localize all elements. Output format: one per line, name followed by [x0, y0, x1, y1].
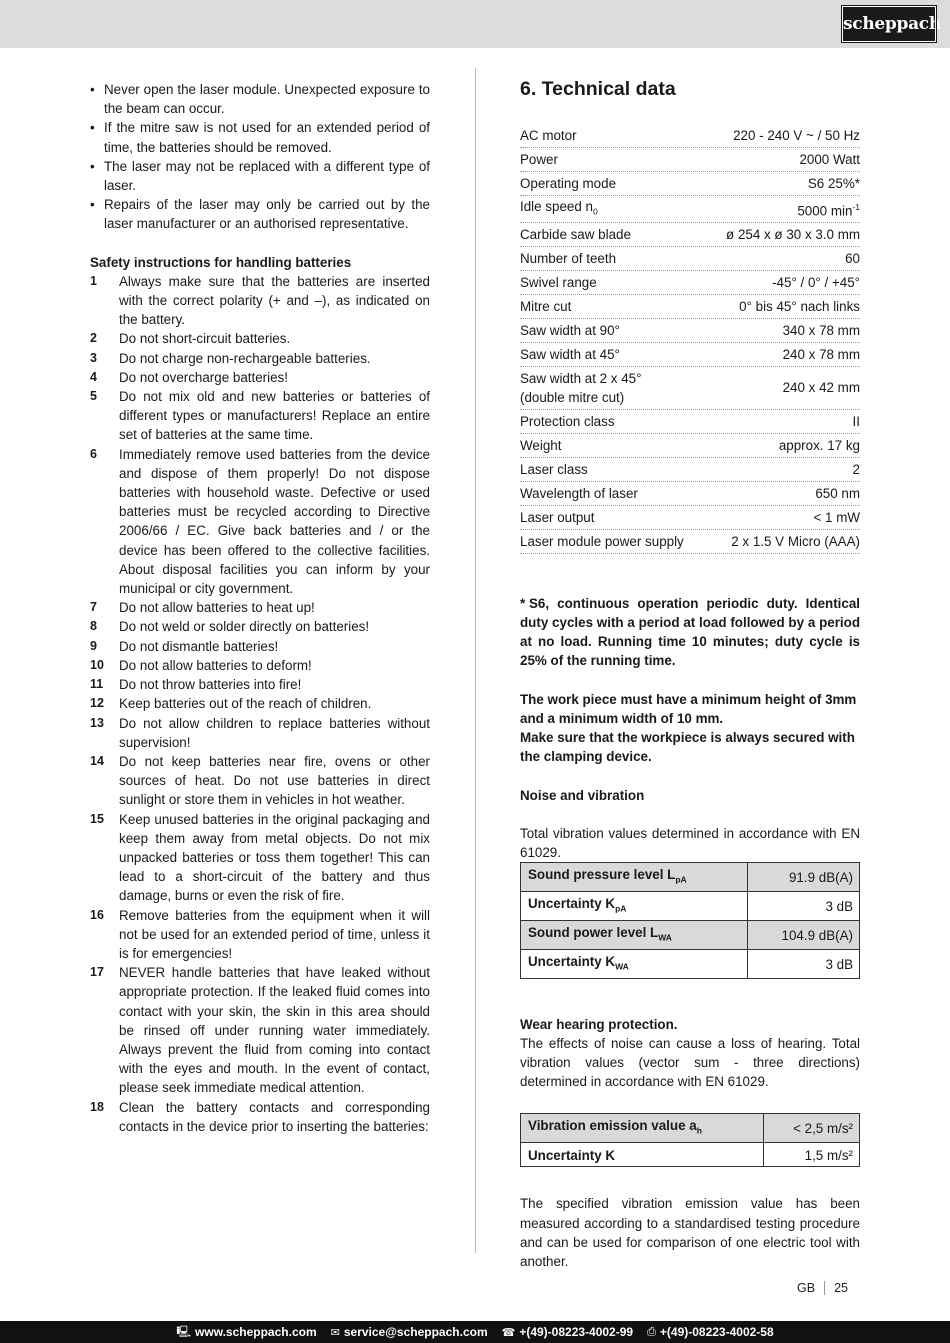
battery-item — [90, 329, 430, 348]
noise-table — [520, 862, 860, 979]
battery-item — [90, 368, 430, 387]
fax-icon: ⎙ — [647, 1325, 656, 1338]
tech-value-text: 2 x 1.5 V Micro (AAA) — [731, 533, 860, 549]
row-label — [521, 1114, 764, 1143]
item-number: 6 — [90, 446, 97, 461]
tech-label — [520, 411, 853, 431]
battery-item — [90, 445, 430, 599]
tech-value-text: < 1 mW — [813, 509, 860, 525]
item-text: Do not overcharge batteries! — [119, 369, 288, 385]
tech-value — [739, 297, 860, 316]
battery-item — [90, 810, 430, 906]
battery-item — [90, 714, 430, 752]
row-label-text: Uncertainty K — [528, 895, 616, 911]
tech-row — [520, 458, 860, 482]
tech-row — [520, 482, 860, 506]
label-subscript: h — [696, 1126, 702, 1137]
item-text: Keep batteries out of the reach of children. — [119, 696, 372, 712]
section-heading: 6. Technical data — [520, 78, 676, 100]
tech-label — [520, 344, 783, 364]
tech-value-text: ø 254 x ø 30 x 3.0 mm — [726, 226, 860, 242]
tech-label-text: Laser class — [520, 462, 588, 478]
tech-row — [520, 530, 860, 554]
tech-value — [733, 126, 860, 145]
bullet-item: • Never open the laser module. Unexpected exposure to the beam can occur. — [90, 80, 430, 118]
item-text: NEVER handle batteries that have leaked without appropriate protection. If the leaked fluid comes into contact with your skin, the skin in this area should be rinsed off under running water immediately. Always prevent the fluid from coming into contact with the eyes and mouth. In the event of contact, please seek immediate medical attention. — [119, 965, 430, 1096]
battery-item — [90, 349, 430, 368]
tech-label-text: Laser module power supply — [520, 534, 684, 550]
battery-item — [90, 963, 430, 1097]
tech-value — [783, 345, 860, 364]
note-asterisk: * — [520, 595, 526, 611]
row-label-text: Uncertainty K — [528, 1147, 616, 1163]
item-number: 4 — [90, 369, 97, 384]
tech-label — [520, 296, 739, 316]
tech-value — [772, 273, 860, 292]
tech-label — [520, 320, 783, 340]
tech-value-text: 650 nm — [815, 485, 860, 501]
tech-value-text: 0° bis 45° nach links — [739, 298, 860, 314]
tech-label-text: Number of teeth — [520, 251, 617, 267]
tech-value-text: -45° / 0° / +45° — [772, 274, 860, 290]
battery-section-title: Safety instructions for handling batteries — [90, 254, 352, 270]
row-label-text: Vibration emission value a — [528, 1118, 697, 1134]
fax-number: +(49)-08223-4002-58 — [659, 1325, 774, 1339]
tech-value-text: 2000 Watt — [799, 151, 860, 167]
tech-label — [520, 248, 845, 268]
item-number: 3 — [90, 350, 97, 365]
battery-list — [90, 272, 430, 1136]
tech-label — [520, 149, 799, 169]
noise-intro: Total vibration values determined in accordance with EN 61029. — [520, 825, 860, 860]
item-text: Do not keep batteries near fire, ovens or other sources of heat. Do not use batteries in direct sunlight or store them in vehicles in hot weather. — [119, 753, 430, 808]
label-subscript: WA — [658, 932, 672, 943]
page-number: 25 — [834, 1281, 848, 1295]
tech-label-text: Operating mode — [520, 176, 617, 192]
item-text: Do not short-circuit batteries. — [119, 331, 291, 347]
table-row — [521, 1143, 860, 1167]
tech-value — [799, 150, 860, 169]
row-label — [521, 863, 748, 892]
item-text: Do not mix old and new batteries or batteries of different types or manufacturers! Replace an entire set of batteries at the same time. — [119, 389, 430, 443]
phone-number: +(49)-08223-4002-99 — [519, 1325, 634, 1339]
battery-item — [90, 598, 430, 617]
item-text: Do not charge non-rechargeable batteries. — [119, 350, 371, 366]
tech-row — [520, 172, 860, 196]
hearing-title: Wear hearing protection. — [520, 1016, 678, 1032]
item-number: 13 — [90, 715, 104, 730]
item-number: 17 — [90, 965, 104, 980]
tech-label — [520, 125, 733, 145]
item-text: Do not allow batteries to heat up! — [119, 600, 315, 616]
tech-label — [520, 531, 731, 551]
item-text: Immediately remove used batteries from the device and dispose of them properly! Do not dispose batteries with household waste. Defective or used batteries must be recycled according to Directive 2006/66 / EC. Give back batteries and / or the device has been offered to the collective facilities. About disposal facilities you can inform by your municipal or city government. — [119, 446, 430, 597]
label-subscript: pA — [675, 874, 687, 885]
item-number: 10 — [90, 657, 104, 672]
item-text: Do not weld or solder directly on batteries! — [119, 619, 370, 635]
phone-icon: ☎ — [501, 1326, 516, 1339]
column-divider — [475, 68, 476, 1253]
tech-value — [779, 436, 860, 455]
item-number: 18 — [90, 1099, 104, 1114]
tech-label-text: Swivel range — [520, 275, 597, 291]
item-number: 11 — [90, 677, 104, 692]
tech-row — [520, 247, 860, 271]
tech-label-text: Saw width at 45° — [520, 347, 620, 363]
battery-item — [90, 637, 430, 656]
item-text: Clean the battery contacts and corresponding contacts in the device prior to inserting the batteries: — [119, 1099, 430, 1134]
tech-row — [520, 367, 860, 410]
tech-value — [731, 532, 860, 551]
item-text: Do not throw batteries into fire! — [119, 677, 302, 693]
item-number: 2 — [90, 331, 97, 346]
item-number: 9 — [90, 638, 97, 653]
note-text: S6, continuous operation periodic duty. Identical duty cycles with a period at load followed by a period at no load. Running time 10 minutes; duty cycle is 25% of the running time. — [520, 595, 860, 669]
item-number: 16 — [90, 907, 104, 922]
tech-value — [853, 412, 860, 431]
item-number: 14 — [90, 753, 104, 768]
duty-note — [520, 594, 860, 671]
tech-label — [520, 196, 797, 222]
tech-value-text: II — [852, 413, 860, 429]
item-text: Keep unused batteries in the original packaging and keep them away from metal objects. Do not mix unpacked batteries or toss them together! This can lead to a short-circuit of the battery and thus damage, burns or even the risk of fire. — [119, 811, 430, 904]
value-superscript: -1 — [852, 201, 860, 212]
row-value: 3 dB — [747, 949, 859, 978]
label-subscript: WA — [615, 961, 629, 972]
envelope-icon: ✉ — [330, 1326, 340, 1339]
tech-value — [783, 321, 860, 340]
item-number: 7 — [90, 600, 97, 615]
row-label — [521, 949, 748, 978]
tech-label-text: Power — [520, 152, 558, 168]
battery-item — [90, 387, 430, 445]
battery-item — [90, 656, 430, 675]
tech-row — [520, 196, 860, 223]
tech-value-text: 2 — [852, 461, 860, 477]
item-number: 5 — [90, 389, 97, 404]
tech-label-text: Weight — [520, 438, 562, 454]
row-value: 1,5 m/s² — [764, 1143, 860, 1167]
footer-bar — [0, 1321, 950, 1343]
page-info — [797, 1281, 848, 1295]
item-text: Remove batteries from the equipment when it will not be used for an extended period of time, unless it is for emergencies! — [119, 907, 430, 961]
item-text: Do not allow batteries to deform! — [119, 657, 312, 673]
tech-label — [520, 368, 783, 407]
tech-value — [815, 484, 860, 503]
battery-item — [90, 272, 430, 330]
battery-item — [90, 694, 430, 713]
row-label — [521, 891, 748, 920]
item-number: 1 — [90, 273, 97, 288]
right-column — [520, 76, 860, 1271]
label-subscript: 0 — [592, 206, 598, 217]
battery-item — [90, 906, 430, 964]
tech-value — [845, 249, 860, 268]
tech-row — [520, 271, 860, 295]
tech-label-text: AC motor — [520, 128, 577, 144]
tech-row — [520, 343, 860, 367]
row-value: 91.9 dB(A) — [747, 863, 859, 892]
battery-item — [90, 675, 430, 694]
tech-label-text: Protection class — [520, 414, 615, 430]
tech-value — [726, 225, 860, 244]
table-row — [521, 863, 860, 892]
tech-value — [808, 174, 860, 193]
table-row — [521, 949, 860, 978]
tech-row — [520, 506, 860, 530]
row-value: 3 dB — [747, 891, 859, 920]
label-subscript: pA — [615, 903, 627, 914]
tech-label-text: Carbide saw blade — [520, 227, 631, 243]
closing-text: The specified vibration emission value has been measured according to a standardised testing procedure and can be used for comparison of one electric tool with another. — [520, 1196, 860, 1269]
footer-fax — [647, 1325, 774, 1339]
tech-label — [520, 272, 772, 292]
row-label-text: Sound power level L — [528, 924, 659, 940]
footer-mail[interactable] — [331, 1325, 488, 1339]
tech-value-text: 5000 min — [797, 203, 853, 219]
tech-value-text: 340 x 78 mm — [782, 322, 860, 338]
battery-item — [90, 1098, 430, 1136]
tech-value-text: 240 x 42 mm — [782, 380, 860, 396]
tech-label-text: Wavelength of laser — [520, 486, 638, 502]
tech-value — [797, 198, 860, 221]
battery-item — [90, 617, 430, 636]
workpiece-note — [520, 690, 860, 767]
tech-label — [520, 173, 808, 193]
item-text: Always make sure that the batteries are inserted with the correct polarity (+ and –), as indicated on the battery. — [119, 273, 430, 328]
tech-value-text: approx. 17 kg — [778, 437, 860, 453]
table-row — [521, 1114, 860, 1143]
laser-bullets — [90, 80, 430, 234]
workpiece-size-text: The work piece must have a minimum height of 3mm and a minimum width of 10 mm. — [520, 691, 857, 726]
tech-row — [520, 223, 860, 247]
left-column — [90, 80, 430, 1136]
row-label — [521, 920, 748, 949]
table-row — [521, 920, 860, 949]
technical-data-table — [520, 124, 860, 554]
computer-icon: 🖳 — [176, 1325, 192, 1338]
tech-value — [783, 378, 860, 397]
bullet-item: • Repairs of the laser may only be carried out by the laser manufacturer or an authorised representative. — [90, 195, 430, 233]
row-value: < 2,5 m/s² — [764, 1114, 860, 1143]
row-label-text: Uncertainty K — [528, 953, 616, 969]
header-bar — [0, 0, 950, 48]
tech-row — [520, 434, 860, 458]
item-text: Do not dismantle batteries! — [119, 638, 279, 654]
tech-label — [520, 483, 815, 503]
tech-label — [520, 435, 779, 455]
tech-label-text: Mitre cut — [520, 299, 572, 315]
tech-label — [520, 459, 853, 479]
tech-label — [520, 224, 726, 244]
tech-row — [520, 124, 860, 148]
battery-item — [90, 752, 430, 810]
tech-value — [813, 508, 860, 527]
tech-row — [520, 410, 860, 434]
row-value: 104.9 dB(A) — [747, 920, 859, 949]
vibration-table — [520, 1113, 860, 1167]
tech-row — [520, 148, 860, 172]
footer-phone — [502, 1325, 633, 1339]
item-text: Do not allow children to replace batteries without supervision! — [119, 715, 430, 750]
tech-label-text: Idle speed n — [520, 199, 593, 214]
tech-label — [520, 507, 813, 527]
bullet-item: • The laser may not be replaced with a different type of laser. — [90, 157, 430, 195]
web-link[interactable]: www.scheppach.com — [195, 1325, 317, 1339]
item-number: 12 — [90, 696, 104, 711]
tech-value-text: 220 - 240 V ~ / 50 Hz — [733, 127, 860, 143]
tech-label-line2: (double mitre cut) — [520, 390, 625, 406]
tech-row — [520, 319, 860, 343]
tech-value-text: 60 — [845, 250, 860, 266]
tech-label-text: Laser output — [520, 510, 595, 526]
language-code: GB — [797, 1281, 825, 1295]
noise-title: Noise and vibration — [520, 787, 645, 803]
table-row — [521, 891, 860, 920]
bullet-item: • If the mitre saw is not used for an extended period of time, the batteries should be removed. — [90, 118, 430, 156]
item-number: 8 — [90, 619, 97, 634]
mail-link[interactable]: service@scheppach.com — [343, 1325, 488, 1339]
row-label — [521, 1143, 764, 1167]
brand-logo: scheppach — [842, 6, 936, 42]
tech-value — [853, 460, 860, 479]
tech-value-text: S6 25%* — [807, 175, 860, 191]
row-label-text: Sound pressure level L — [528, 867, 676, 883]
hearing-text: The effects of noise can cause a loss of hearing. Total vibration values (vector sum - three directions) determined in accordance with EN 61029. — [520, 1035, 860, 1090]
tech-row — [520, 295, 860, 319]
tech-label-text: Saw width at 90° — [520, 323, 620, 339]
footer-web[interactable] — [176, 1323, 316, 1342]
workpiece-clamp-text: Make sure that the workpiece is always secured with the clamping device. — [520, 730, 855, 765]
tech-value-text: 240 x 78 mm — [782, 346, 860, 362]
item-number: 15 — [90, 811, 104, 826]
tech-label-text: Saw width at 2 x 45° — [520, 371, 642, 387]
